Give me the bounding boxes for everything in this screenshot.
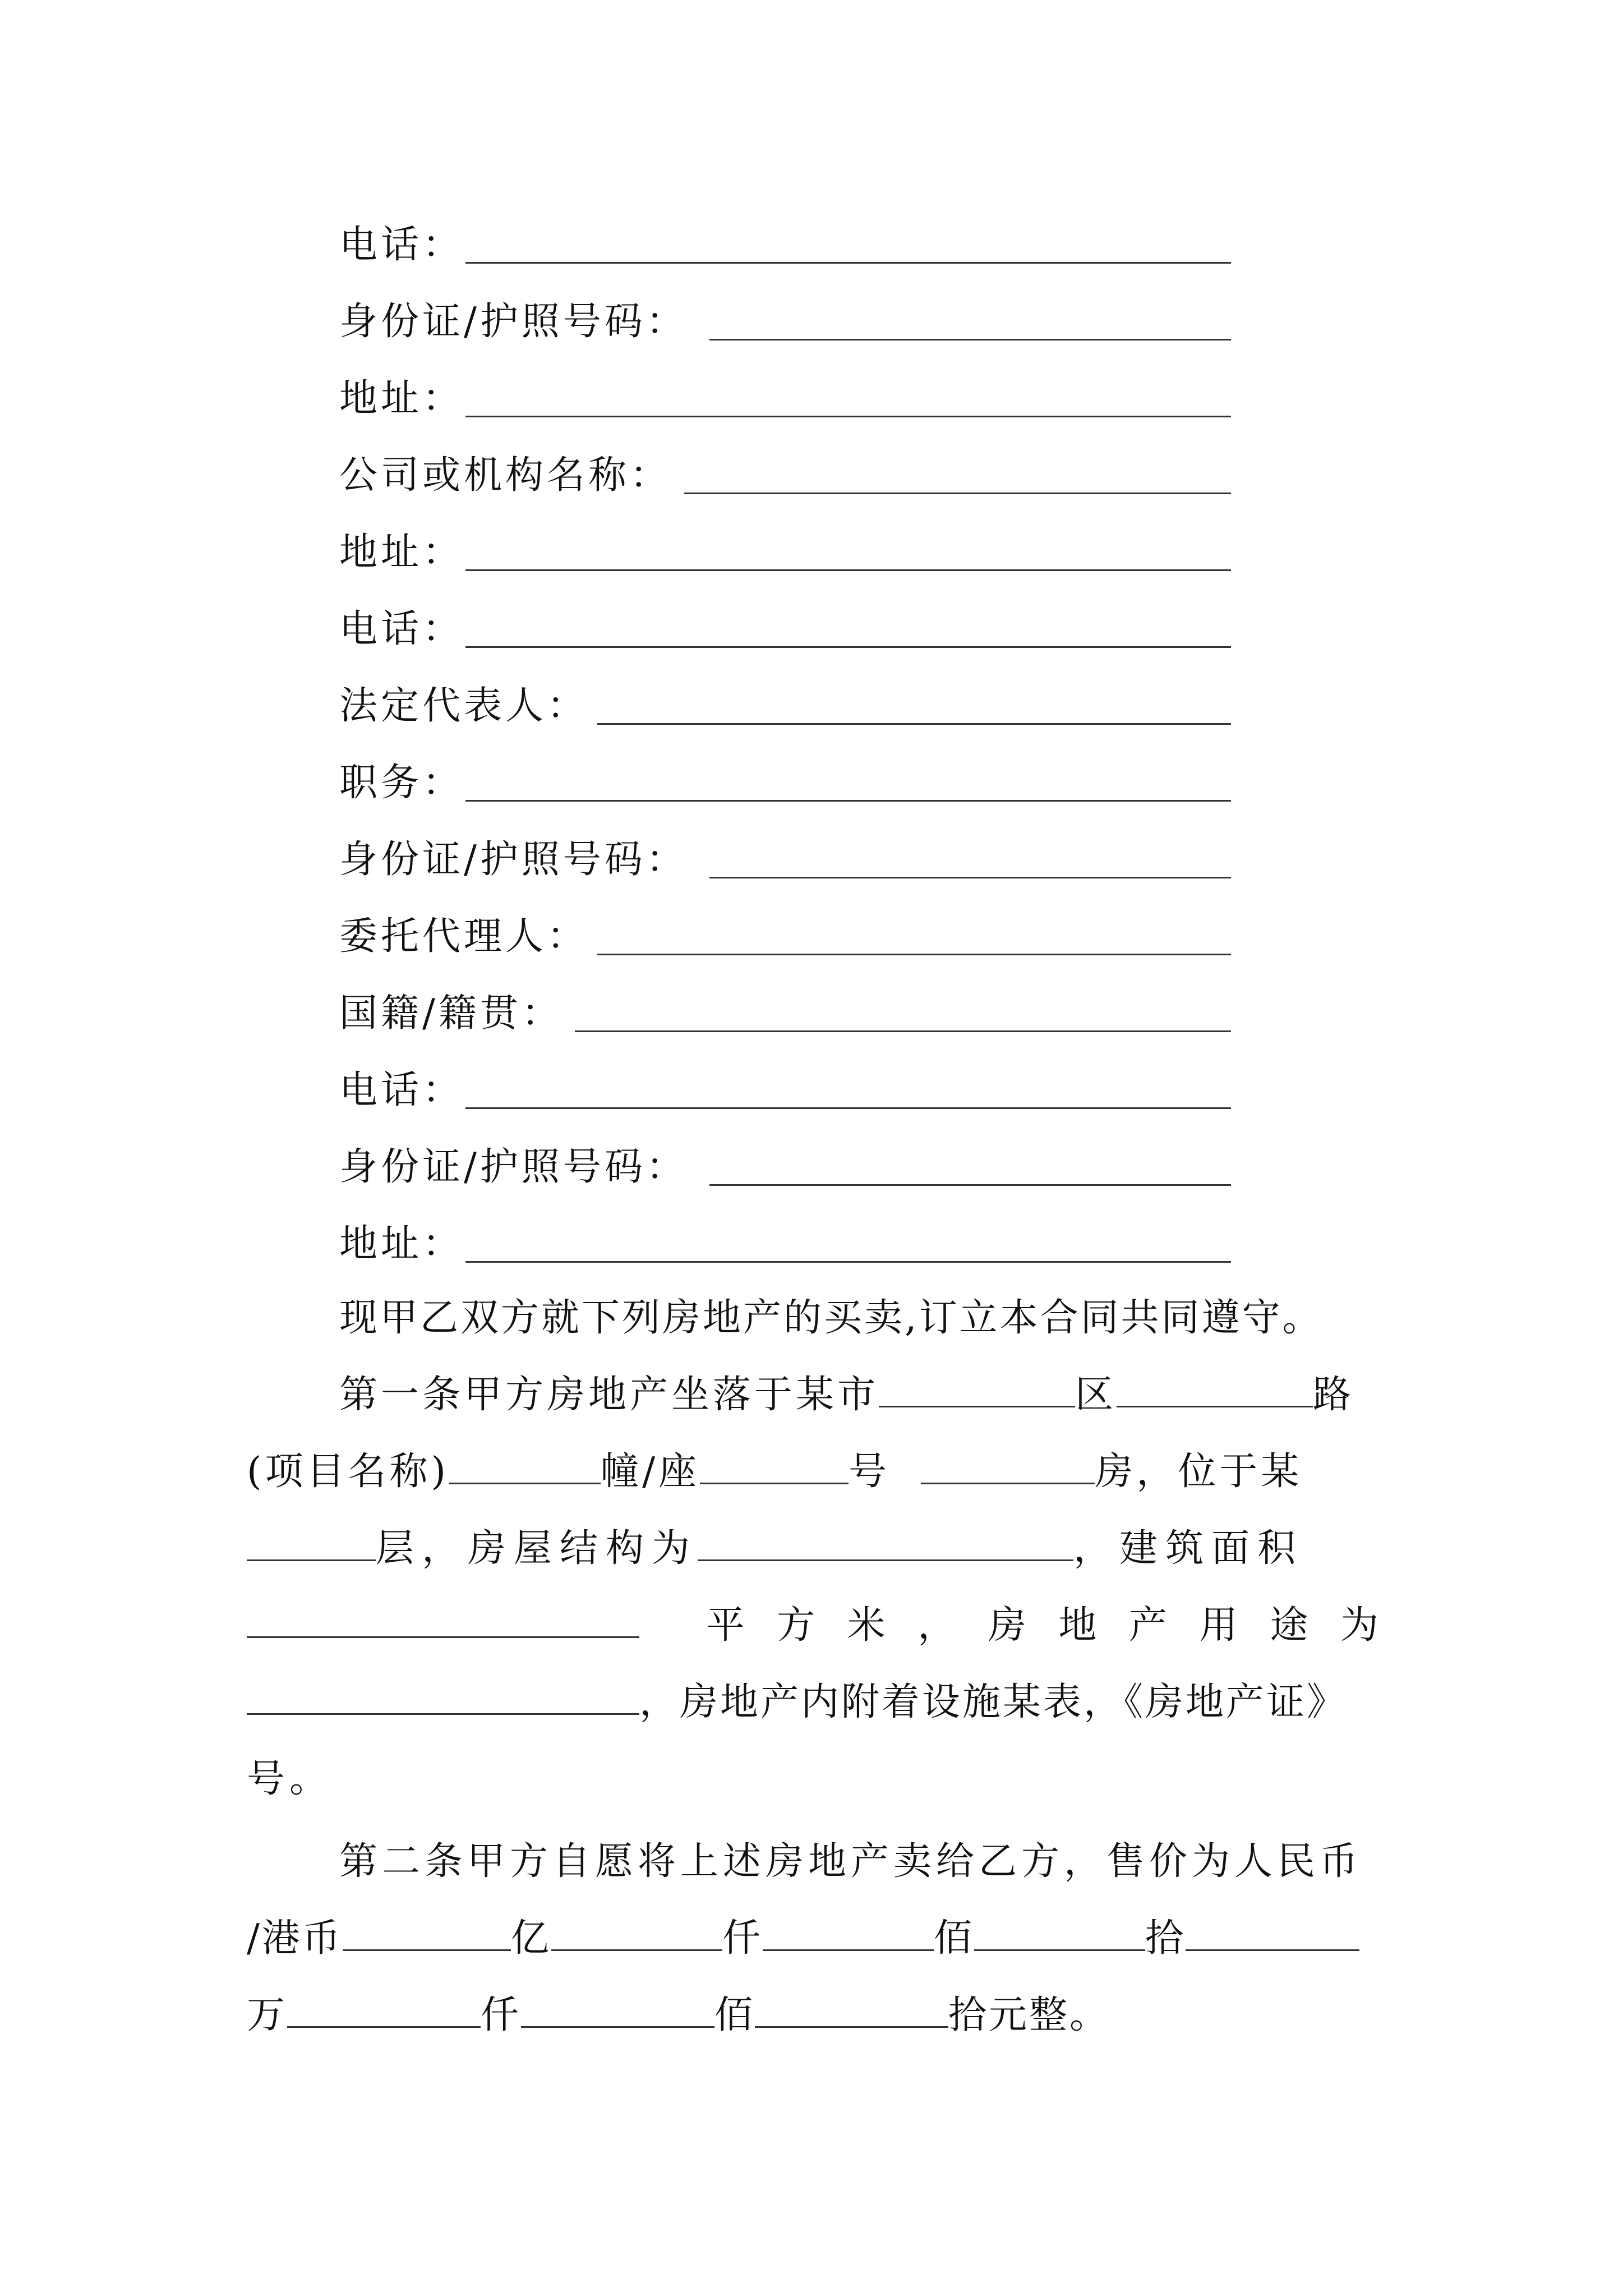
article1-jianzhu: ，建筑面积 bbox=[1073, 1526, 1304, 1571]
field-address-3 bbox=[339, 1209, 464, 1271]
article1-lead: 第一条甲方房地产坐落于某市 bbox=[339, 1373, 879, 1417]
article1-line4 bbox=[247, 1595, 1389, 1657]
field-label: 电话： bbox=[339, 1068, 464, 1112]
blank-road[interactable] bbox=[1117, 1372, 1313, 1407]
blank-room[interactable] bbox=[921, 1449, 1095, 1484]
field-label: 公司或机构名称： bbox=[339, 453, 672, 498]
field-position bbox=[339, 748, 464, 810]
article1-zhuang: 幢/座 bbox=[601, 1450, 700, 1494]
blank-yi[interactable] bbox=[343, 1916, 511, 1951]
article2-bai: 佰 bbox=[933, 1916, 974, 1961]
field-agent bbox=[339, 902, 588, 964]
blank-bai2[interactable] bbox=[755, 1993, 948, 2028]
article1-line2 bbox=[247, 1441, 1302, 1503]
field-label: 国籍/籍贯： bbox=[339, 991, 563, 1036]
field-id-3 bbox=[339, 1133, 688, 1194]
field-label: 职务： bbox=[339, 760, 464, 805]
article2-line3 bbox=[247, 1985, 1110, 2046]
field-phone-3 bbox=[339, 1056, 464, 1117]
article1-project: (项目名称) bbox=[247, 1450, 450, 1494]
field-label: 身份证/护照号码： bbox=[339, 1144, 688, 1189]
article1-hao: 号 bbox=[848, 1450, 890, 1494]
article2-line2 bbox=[247, 1908, 1359, 1970]
field-phone-2 bbox=[339, 595, 464, 656]
field-phone-1 bbox=[339, 210, 464, 272]
blank-qian[interactable] bbox=[551, 1916, 722, 1951]
blank-usage[interactable] bbox=[247, 1680, 639, 1715]
field-label: 地址： bbox=[339, 530, 464, 574]
field-blank[interactable] bbox=[575, 1030, 1231, 1032]
field-label: 身份证/护照号码： bbox=[339, 299, 688, 344]
field-blank[interactable] bbox=[465, 262, 1231, 264]
field-company bbox=[339, 441, 671, 503]
field-label: 身份证/护照号码： bbox=[339, 837, 688, 882]
blank-qian2[interactable] bbox=[521, 1993, 714, 2028]
article2-line1 bbox=[339, 1831, 1362, 1893]
field-blank[interactable] bbox=[684, 493, 1231, 494]
field-label: 电话： bbox=[339, 222, 464, 267]
article2-qian: 仟 bbox=[722, 1916, 763, 1961]
blank-district[interactable] bbox=[879, 1372, 1075, 1407]
article2-lead: 第二条甲方自愿将上述房地产卖给乙方，售价为人民币 bbox=[339, 1839, 1363, 1884]
blank-floor[interactable] bbox=[247, 1526, 376, 1561]
article1-line3 bbox=[247, 1518, 1303, 1580]
field-blank[interactable] bbox=[465, 416, 1231, 417]
article1-pingfang: 平 方 米 ， 房 地 产 用 途 为 bbox=[706, 1603, 1389, 1648]
blank-wan[interactable] bbox=[287, 1993, 481, 2028]
article2-currency: /港币 bbox=[247, 1916, 343, 1961]
article2-yi: 亿 bbox=[510, 1916, 551, 1961]
field-nationality bbox=[339, 979, 563, 1041]
field-label: 地址： bbox=[339, 376, 464, 421]
field-blank[interactable] bbox=[709, 1184, 1231, 1186]
article1-qu: 区 bbox=[1075, 1373, 1117, 1417]
article1-fang: 房，位于某 bbox=[1095, 1450, 1303, 1494]
article2-end: 拾元整。 bbox=[948, 1993, 1110, 2037]
field-blank[interactable] bbox=[597, 723, 1231, 725]
blank-area[interactable] bbox=[247, 1603, 639, 1638]
article1-line6 bbox=[247, 1749, 332, 1810]
field-blank[interactable] bbox=[465, 646, 1231, 648]
blank-shi[interactable] bbox=[974, 1916, 1145, 1951]
field-address-1 bbox=[339, 364, 464, 426]
field-label: 地址： bbox=[339, 1221, 464, 1266]
field-blank[interactable] bbox=[709, 877, 1231, 878]
blank-bai[interactable] bbox=[763, 1916, 934, 1951]
article1-line1 bbox=[339, 1364, 1354, 1426]
blank-project[interactable] bbox=[449, 1449, 601, 1484]
article1-line5 bbox=[247, 1672, 1347, 1733]
blank-structure[interactable] bbox=[698, 1526, 1073, 1561]
field-blank[interactable] bbox=[465, 800, 1231, 802]
field-label: 法定代表人： bbox=[339, 683, 589, 728]
article2-shi: 拾 bbox=[1145, 1916, 1186, 1961]
article2-bai2: 佰 bbox=[714, 1993, 755, 2037]
article1-lu: 路 bbox=[1313, 1373, 1355, 1417]
article2-qian2: 仟 bbox=[481, 1993, 522, 2037]
field-legal-rep bbox=[339, 671, 588, 733]
field-id-1 bbox=[339, 287, 688, 349]
field-blank[interactable] bbox=[465, 1107, 1231, 1109]
field-address-2 bbox=[339, 518, 464, 579]
blank-building[interactable] bbox=[700, 1449, 849, 1484]
field-blank[interactable] bbox=[465, 569, 1231, 571]
article1-hao-end: 号。 bbox=[247, 1757, 333, 1801]
intro-text: 现甲乙双方就下列房地产的买卖,订立本合同共同遵守。 bbox=[339, 1296, 1323, 1340]
field-blank[interactable] bbox=[465, 1261, 1231, 1263]
field-blank[interactable] bbox=[709, 339, 1231, 341]
blank-shiwan[interactable] bbox=[1186, 1916, 1359, 1951]
article1-ceng: 层，房屋结构为 bbox=[376, 1526, 698, 1571]
field-blank[interactable] bbox=[597, 954, 1231, 955]
article2-wan: 万 bbox=[247, 1993, 288, 2037]
field-id-2 bbox=[339, 825, 688, 887]
article1-fushu: ，房地产内附着设施某表，《房地产证》 bbox=[639, 1680, 1348, 1724]
field-label: 电话： bbox=[339, 606, 464, 651]
field-label: 委托代理人： bbox=[339, 914, 589, 959]
